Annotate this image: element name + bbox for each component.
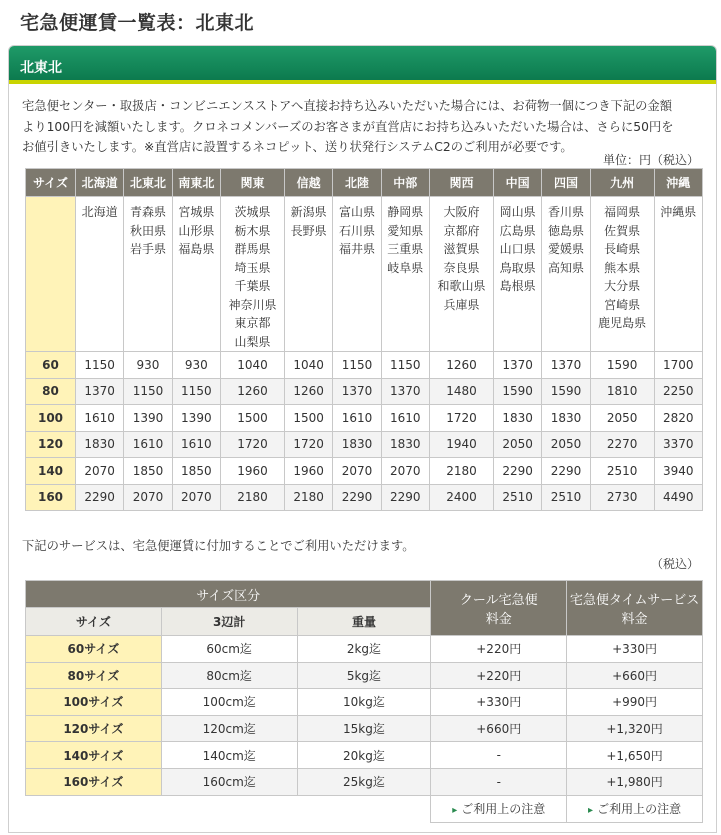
time-notice-link[interactable] bbox=[588, 802, 681, 816]
service-weight-cell: 2kg迄 bbox=[297, 636, 431, 663]
time-notice-label: ご利用上の注意 bbox=[597, 802, 682, 817]
price-cell: 1370 bbox=[381, 378, 429, 405]
service-size-cell: 100サイズ bbox=[26, 689, 162, 716]
prefecture-name: 千葉県 bbox=[234, 279, 271, 293]
price-cell: 2290 bbox=[381, 484, 429, 511]
price-cell: 1700 bbox=[654, 352, 702, 379]
size-subheader: サイズ bbox=[26, 608, 162, 636]
region-header: 北東北 bbox=[124, 169, 172, 197]
chevron-right-icon: ▸ bbox=[452, 805, 458, 817]
price-cell: 930 bbox=[172, 352, 220, 379]
prefecture-name: 高知県 bbox=[547, 260, 584, 275]
service-dims-cell: 140cm迄 bbox=[161, 742, 297, 769]
region-header: 北海道 bbox=[76, 169, 124, 197]
prefecture-name: 長野県 bbox=[290, 223, 327, 238]
service-row bbox=[26, 689, 703, 716]
prefecture-cell bbox=[654, 197, 702, 352]
price-cell: 1150 bbox=[76, 352, 124, 379]
prefecture-cell bbox=[381, 197, 429, 352]
price-cell: 1720 bbox=[284, 431, 332, 458]
price-row bbox=[26, 352, 703, 379]
cool-fee-cell: +220円 bbox=[431, 636, 567, 663]
size-cell: 140 bbox=[26, 458, 76, 485]
price-cell: 1260 bbox=[429, 352, 493, 379]
price-row bbox=[26, 378, 703, 405]
prefecture-name: 埼玉県 bbox=[234, 260, 271, 275]
price-cell: 2820 bbox=[654, 405, 702, 432]
price-cell: 3370 bbox=[654, 431, 702, 458]
price-cell: 1720 bbox=[220, 431, 284, 458]
prefecture-name: 茨城県 bbox=[234, 205, 271, 219]
service-row bbox=[26, 662, 703, 689]
prefecture-name: 岩手県 bbox=[129, 242, 166, 256]
service-dims-cell: 60cm迄 bbox=[161, 636, 297, 663]
cool-fee-cell: - bbox=[431, 768, 567, 795]
prefecture-name: 新潟県 bbox=[290, 205, 327, 219]
prefecture-name: 福井県 bbox=[338, 242, 375, 256]
prefecture-name: 大阪府 bbox=[443, 205, 480, 219]
price-cell: 2070 bbox=[124, 484, 172, 511]
price-cell: 1150 bbox=[333, 352, 381, 379]
prefecture-name: 広島県 bbox=[499, 223, 536, 238]
region-header: 中国 bbox=[493, 169, 541, 197]
price-cell: 1830 bbox=[542, 405, 590, 432]
price-cell: 1150 bbox=[381, 352, 429, 379]
price-cell: 1260 bbox=[284, 378, 332, 405]
cool-notice-cell bbox=[431, 795, 567, 822]
size-cell: 120 bbox=[26, 431, 76, 458]
service-row bbox=[26, 636, 703, 663]
size-cell: 60 bbox=[26, 352, 76, 379]
time-notice-cell bbox=[567, 795, 703, 822]
prefecture-name: 山形県 bbox=[178, 223, 215, 238]
service-dims-cell: 100cm迄 bbox=[161, 689, 297, 716]
service-weight-cell: 15kg迄 bbox=[297, 715, 431, 742]
price-cell: 4490 bbox=[654, 484, 702, 511]
prefecture-name: 北海道 bbox=[81, 205, 118, 219]
price-cell: 2730 bbox=[590, 484, 654, 511]
prefecture-cell bbox=[590, 197, 654, 352]
prefecture-name: 兵庫県 bbox=[443, 297, 480, 312]
cool-header-line: 料金 bbox=[485, 612, 512, 627]
price-cell: 2050 bbox=[493, 431, 541, 458]
region-header: 南東北 bbox=[172, 169, 220, 197]
price-row bbox=[26, 431, 703, 458]
region-header: 九州 bbox=[590, 169, 654, 197]
service-weight-cell: 25kg迄 bbox=[297, 768, 431, 795]
price-cell: 1040 bbox=[284, 352, 332, 379]
price-cell: 1830 bbox=[333, 431, 381, 458]
service-size-cell: 120サイズ bbox=[26, 715, 162, 742]
prefecture-name: 鳥取県 bbox=[499, 260, 536, 275]
prefecture-name: 山梨県 bbox=[234, 334, 271, 349]
price-cell: 1850 bbox=[172, 458, 220, 485]
price-cell: 1040 bbox=[220, 352, 284, 379]
prefecture-name: 神奈川県 bbox=[228, 297, 277, 312]
chevron-right-icon: ▸ bbox=[588, 805, 594, 817]
prefecture-name: 東京都 bbox=[234, 316, 271, 330]
price-cell: 1260 bbox=[220, 378, 284, 405]
prefecture-name: 群馬県 bbox=[234, 242, 271, 256]
section-header: 北東北 bbox=[9, 46, 716, 84]
service-table bbox=[25, 580, 703, 823]
price-cell: 1720 bbox=[429, 405, 493, 432]
time-fee-cell: +1,320円 bbox=[567, 715, 703, 742]
prefecture-blank-cell bbox=[26, 197, 76, 352]
price-cell: 1390 bbox=[124, 405, 172, 432]
link-spacer bbox=[26, 795, 431, 822]
prefecture-name: 和歌山県 bbox=[437, 279, 486, 293]
price-cell: 2050 bbox=[590, 405, 654, 432]
time-fee-cell: +990円 bbox=[567, 689, 703, 716]
time-fee-cell: +660円 bbox=[567, 662, 703, 689]
tax-note: （税込） bbox=[650, 557, 699, 571]
price-cell: 2180 bbox=[429, 458, 493, 485]
cool-fee-header bbox=[431, 581, 567, 636]
cool-notice-link[interactable] bbox=[452, 802, 545, 816]
price-cell: 2290 bbox=[333, 484, 381, 511]
prefecture-name: 愛媛県 bbox=[547, 242, 584, 256]
service-size-cell: 80サイズ bbox=[26, 662, 162, 689]
prefecture-name: 福岡県 bbox=[604, 205, 641, 219]
price-cell: 1500 bbox=[220, 405, 284, 432]
prefecture-name: 徳島県 bbox=[547, 223, 584, 238]
intro-line: より100円を減額いたします。クロネコメンバーズのお客さまが直営店にお持ち込みいただいた場合は、さらに50円を bbox=[22, 119, 674, 134]
rate-table bbox=[25, 168, 703, 511]
service-dims-cell: 160cm迄 bbox=[161, 768, 297, 795]
price-cell: 1960 bbox=[284, 458, 332, 485]
price-cell: 2510 bbox=[542, 484, 590, 511]
prefecture-name: 宮崎県 bbox=[604, 297, 641, 312]
price-cell: 1590 bbox=[493, 378, 541, 405]
price-row bbox=[26, 458, 703, 485]
service-size-cell: 140サイズ bbox=[26, 742, 162, 769]
price-cell: 1610 bbox=[76, 405, 124, 432]
price-cell: 1610 bbox=[124, 431, 172, 458]
services-note: 下記のサービスは、宅急便運賃に付加することでご利用いただけます。 bbox=[22, 539, 415, 553]
service-size-cell: 60サイズ bbox=[26, 636, 162, 663]
time-fee-cell: +330円 bbox=[567, 636, 703, 663]
price-cell: 2290 bbox=[493, 458, 541, 485]
prefecture-name: 岐阜県 bbox=[387, 260, 424, 275]
prefecture-cell bbox=[76, 197, 124, 352]
prefecture-name: 長崎県 bbox=[604, 242, 641, 256]
price-cell: 2270 bbox=[590, 431, 654, 458]
dims-subheader: 3辺計 bbox=[161, 608, 297, 636]
prefecture-name: 沖縄県 bbox=[660, 205, 697, 219]
price-cell: 1590 bbox=[542, 378, 590, 405]
intro-line: 宅急便センター・取扱店・コンビニエンスストアへ直接お持ち込みいただいた場合には、お荷物一個につき下記の金額 bbox=[22, 99, 673, 113]
price-cell: 1370 bbox=[333, 378, 381, 405]
prefecture-name: 島根県 bbox=[499, 279, 536, 293]
price-cell: 1150 bbox=[172, 378, 220, 405]
price-cell: 1150 bbox=[124, 378, 172, 405]
prefecture-name: 富山県 bbox=[338, 205, 375, 219]
price-cell: 1830 bbox=[76, 431, 124, 458]
prefecture-name: 福島県 bbox=[178, 242, 215, 256]
price-row bbox=[26, 405, 703, 432]
intro-text bbox=[22, 96, 702, 158]
service-dims-cell: 80cm迄 bbox=[161, 662, 297, 689]
weight-subheader: 重量 bbox=[297, 608, 431, 636]
prefecture-name: 青森県 bbox=[129, 205, 166, 219]
service-weight-cell: 20kg迄 bbox=[297, 742, 431, 769]
time-header-line: 料金 bbox=[621, 612, 648, 627]
size-cell: 80 bbox=[26, 378, 76, 405]
price-cell: 2180 bbox=[284, 484, 332, 511]
prefecture-name: 三重県 bbox=[387, 242, 424, 256]
price-cell: 2050 bbox=[542, 431, 590, 458]
prefecture-cell bbox=[220, 197, 284, 352]
prefecture-name: 栃木県 bbox=[234, 223, 271, 238]
service-weight-cell: 5kg迄 bbox=[297, 662, 431, 689]
region-header: 信越 bbox=[284, 169, 332, 197]
price-cell: 2070 bbox=[172, 484, 220, 511]
region-header: 沖縄 bbox=[654, 169, 702, 197]
price-cell: 3940 bbox=[654, 458, 702, 485]
page-title: 宅急便運賃一覧表：北東北 bbox=[20, 12, 255, 34]
region-header: 関西 bbox=[429, 169, 493, 197]
prefecture-name: 愛知県 bbox=[387, 223, 424, 238]
prefecture-name: 奈良県 bbox=[443, 260, 480, 275]
price-cell: 2400 bbox=[429, 484, 493, 511]
cool-fee-cell: +330円 bbox=[431, 689, 567, 716]
price-cell: 2180 bbox=[220, 484, 284, 511]
region-header: 北陸 bbox=[333, 169, 381, 197]
time-fee-cell: +1,650円 bbox=[567, 742, 703, 769]
price-cell: 1480 bbox=[429, 378, 493, 405]
prefecture-name: 滋賀県 bbox=[443, 242, 480, 256]
price-cell: 1500 bbox=[284, 405, 332, 432]
prefecture-cell bbox=[284, 197, 332, 352]
prefecture-name: 石川県 bbox=[338, 223, 375, 238]
prefecture-cell bbox=[333, 197, 381, 352]
prefecture-name: 鹿児島県 bbox=[598, 316, 647, 330]
intro-line: お値引きいたします。※直営店に設置するネコピット、送り状発行システムC2のご利用が必要です。 bbox=[22, 140, 573, 154]
size-cell: 100 bbox=[26, 405, 76, 432]
cool-fee-cell: - bbox=[431, 742, 567, 769]
prefecture-name: 香川県 bbox=[547, 205, 584, 219]
prefecture-name: 岡山県 bbox=[499, 205, 536, 219]
prefecture-name: 秋田県 bbox=[129, 223, 166, 238]
price-cell: 2510 bbox=[493, 484, 541, 511]
cool-fee-cell: +660円 bbox=[431, 715, 567, 742]
unit-label: 単位：円（税込） bbox=[602, 153, 699, 167]
price-cell: 1830 bbox=[381, 431, 429, 458]
region-header: 中部 bbox=[381, 169, 429, 197]
prefecture-cell bbox=[493, 197, 541, 352]
price-cell: 1850 bbox=[124, 458, 172, 485]
rate-header-row bbox=[26, 169, 703, 197]
prefecture-cell bbox=[429, 197, 493, 352]
prefecture-name: 熊本県 bbox=[604, 260, 641, 275]
price-cell: 2290 bbox=[76, 484, 124, 511]
prefecture-name: 大分県 bbox=[604, 279, 641, 293]
price-cell: 1390 bbox=[172, 405, 220, 432]
price-row bbox=[26, 484, 703, 511]
price-cell: 1810 bbox=[590, 378, 654, 405]
price-cell: 1370 bbox=[542, 352, 590, 379]
size-group-header: サイズ区分 bbox=[26, 581, 431, 608]
prefecture-name: 山口県 bbox=[499, 242, 536, 256]
prefecture-name: 京都府 bbox=[443, 223, 480, 238]
price-cell: 2070 bbox=[333, 458, 381, 485]
price-cell: 930 bbox=[124, 352, 172, 379]
cool-fee-cell: +220円 bbox=[431, 662, 567, 689]
price-cell: 2290 bbox=[542, 458, 590, 485]
price-cell: 1610 bbox=[333, 405, 381, 432]
service-weight-cell: 10kg迄 bbox=[297, 689, 431, 716]
prefecture-name: 宮城県 bbox=[178, 205, 215, 219]
prefecture-cell bbox=[124, 197, 172, 352]
price-cell: 2510 bbox=[590, 458, 654, 485]
cool-notice-label: ご利用上の注意 bbox=[461, 802, 546, 817]
price-cell: 1940 bbox=[429, 431, 493, 458]
prefecture-cell bbox=[172, 197, 220, 352]
service-row bbox=[26, 742, 703, 769]
region-header: 四国 bbox=[542, 169, 590, 197]
price-cell: 1610 bbox=[381, 405, 429, 432]
time-service-fee-header bbox=[567, 581, 703, 636]
price-cell: 1610 bbox=[172, 431, 220, 458]
size-cell: 160 bbox=[26, 484, 76, 511]
service-row bbox=[26, 715, 703, 742]
price-cell: 2070 bbox=[76, 458, 124, 485]
service-dims-cell: 120cm迄 bbox=[161, 715, 297, 742]
price-cell: 1960 bbox=[220, 458, 284, 485]
region-header: 関東 bbox=[220, 169, 284, 197]
prefecture-name: 静岡県 bbox=[387, 205, 424, 219]
service-size-cell: 160サイズ bbox=[26, 768, 162, 795]
cool-header-line: クール宅急便 bbox=[459, 593, 538, 608]
price-cell: 2250 bbox=[654, 378, 702, 405]
size-header: サイズ bbox=[26, 169, 76, 197]
price-cell: 1590 bbox=[590, 352, 654, 379]
time-fee-cell: +1,980円 bbox=[567, 768, 703, 795]
price-cell: 1370 bbox=[76, 378, 124, 405]
prefecture-name: 佐賀県 bbox=[604, 223, 641, 238]
prefecture-row bbox=[26, 197, 703, 352]
service-row bbox=[26, 768, 703, 795]
price-cell: 1830 bbox=[493, 405, 541, 432]
prefecture-cell bbox=[542, 197, 590, 352]
price-cell: 1370 bbox=[493, 352, 541, 379]
price-cell: 2070 bbox=[381, 458, 429, 485]
time-header-line: 宅急便タイムサービス bbox=[569, 593, 700, 608]
